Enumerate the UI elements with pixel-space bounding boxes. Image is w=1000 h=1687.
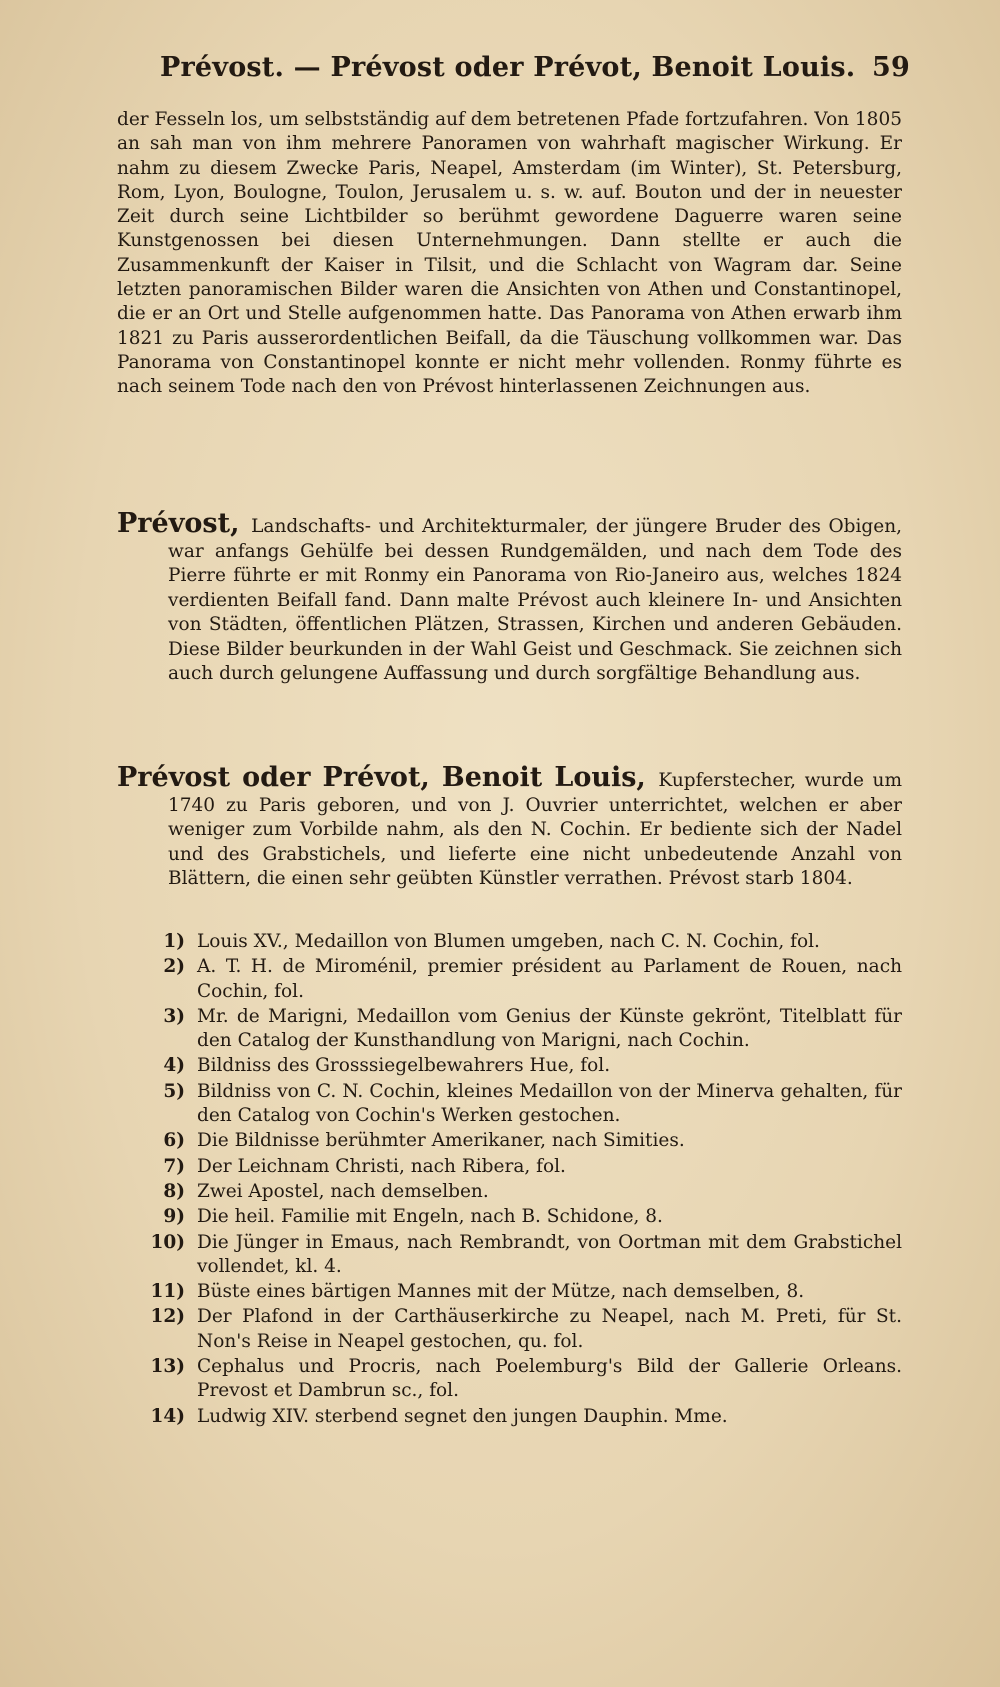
work-number: 5) (163, 1080, 185, 1102)
work-number: 3) (163, 1005, 185, 1027)
work-text: Die heil. Familie mit Engeln, nach B. Schidone, 8. (197, 1206, 663, 1228)
work-text: Der Leichnam Christi, nach Ribera, fol. (197, 1155, 566, 1177)
works-list-block (117, 930, 902, 1430)
work-number: 12) (150, 1306, 185, 1328)
work-text: Louis XV., Medaillon von Blumen umgeben, nach C. N. Cochin, fol. (197, 931, 820, 952)
work-number: 4) (163, 1055, 185, 1077)
entry-headword: Prévost, (117, 508, 240, 539)
work-number: 14) (150, 1405, 185, 1427)
running-header (150, 48, 910, 88)
work-item (117, 1231, 902, 1280)
work-item (117, 930, 902, 954)
work-item (117, 1305, 902, 1354)
work-item (117, 1005, 902, 1054)
work-item (117, 1080, 902, 1129)
continuation-paragraph (117, 108, 902, 400)
work-text: Mr. de Marigni, Medaillon vom Genius der Künste gekrönt, Titelblatt für den Catalog der Kunsthandlung von Marigni, nach Cochin. (197, 1005, 902, 1052)
work-text: Zwei Apostel, nach demselben. (197, 1180, 489, 1202)
work-text: Die Jünger in Emaus, nach Rembrandt, von Oortman mit dem Grabstichel vollendet, kl. 4. (197, 1231, 902, 1277)
works-list (117, 930, 902, 1429)
work-text: Cephalus und Procris, nach Poelemburg's Bild der Gallerie Orleans. Prevost et Dambrun sc., fol. (197, 1356, 902, 1402)
work-item (117, 1355, 902, 1404)
work-text: Ludwig XIV. sterbend segnet den jungen Dauphin. Mme. (197, 1405, 728, 1427)
work-item (117, 1129, 902, 1153)
work-number: 9) (163, 1206, 185, 1228)
entry-headword: Prévost oder Prévot, Benoit Louis, (117, 762, 646, 793)
work-text: Bildniss von C. N. Cochin, kleines Medaillon von der Minerva gehalten, für den Catalog von Cochin's Werken gestochen. (197, 1080, 902, 1127)
page-number: 59 (872, 52, 910, 83)
work-item (117, 955, 902, 1004)
continuation-text: der Fesseln los, um selbstständig auf dem betretenen Pfade fortzufahren. Von 1805 an sah man von ihm mehrere Panoramen von wahrhaft magischer Wirkung. Er nahm zu diesem Zwecke Paris, Neapel, Amsterdam (im Winter), St. Petersburg, Rom, Lyon, Boulogne, Toulon, Jerusalem u. s. w. auf. Bouton und der in neuester Zeit durch seine Lichtbilder so berühmt gewordene Daguerre waren seine Kunstgenossen bei diesen Unternehmungen. Dann stellte er auch die Zusammenkunft der Kaiser in Tilsit, und die Schlacht von Wagram dar. Seine letzten panoramischen Bilder waren die Ansichten von Athen und Constantinopel, die er an Ort und Stelle aufgenommen hatte. Das Panorama von Athen erwarb ihm 1821 zu Paris ausserordentlichen Beifall, da die Täuschung vollkommen war. Das Panorama von Constantinopel konnte er nicht mehr vollenden. Ronmy führte es nach seinem Tode nach den von Prévost hinterlassenen Zeichnungen aus. (117, 109, 902, 398)
work-item (117, 1180, 902, 1204)
work-number: 6) (163, 1130, 185, 1152)
work-text: Büste eines bärtigen Mannes mit der Mütze, nach demselben, 8. (197, 1281, 805, 1303)
work-text: Die Bildnisse berühmter Amerikaner, nach Simities. (197, 1130, 685, 1152)
work-item (117, 1054, 902, 1078)
entry-text: Kupferstecher, wurde um 1740 zu Paris geboren, und von J. Ouvrier unterrichtet, welchen er aber weniger zum Vorbilde nahm, als den N. Cochin. Er bediente sich der Nadel und des Grabstichels, und lieferte eine nicht unbedeutende Anzahl von Blättern, die einen sehr geübten Künstler verrathen. Prévost starb 1804. (168, 770, 902, 889)
work-number: 8) (163, 1180, 185, 1202)
work-number: 2) (163, 956, 185, 978)
entry-prevost-younger (117, 508, 902, 687)
work-item (117, 1155, 902, 1179)
work-text: Bildniss des Grosssiegelbewahrers Hue, fol. (197, 1055, 611, 1077)
entry-prevost-benoit-louis (117, 762, 902, 892)
work-text: Der Plafond in der Carthäuserkirche zu Neapel, nach M. Preti, für St. Non's Reise in Neapel gestochen, qu. fol. (197, 1306, 902, 1352)
work-item (117, 1280, 902, 1304)
entry-text: Landschafts- und Architekturmaler, der jüngere Bruder des Obigen, war anfangs Gehülfe bei dessen Rundgemälden, und nach dem Tode des Pierre führte er mit Ronmy ein Panorama von Rio-Janeiro aus, welches 1824 verdienten Beifall fand. Dann malte Prévost auch kleinere In- und Ansichten von Städten, öffentlichen Plätzen, Strassen, Kirchen und anderen Gebäuden. Diese Bilder beurkunden in der Wahl Geist und Geschmack. Sie zeichnen sich auch durch gelungene Auffassung und durch sorgfältige Behandlung aus. (168, 516, 902, 684)
work-text: A. T. H. de Miroménil, premier président au Parlament de Rouen, nach Cochin, fol. (197, 956, 902, 1002)
work-number: 11) (150, 1281, 185, 1303)
work-item (117, 1205, 902, 1229)
work-number: 7) (163, 1155, 185, 1177)
work-number: 13) (150, 1356, 185, 1378)
work-item (117, 1405, 902, 1429)
work-number: 10) (150, 1231, 185, 1253)
running-title: Prévost. — Prévost oder Prévot, Benoit Louis. (160, 52, 856, 83)
work-number: 1) (163, 931, 185, 952)
